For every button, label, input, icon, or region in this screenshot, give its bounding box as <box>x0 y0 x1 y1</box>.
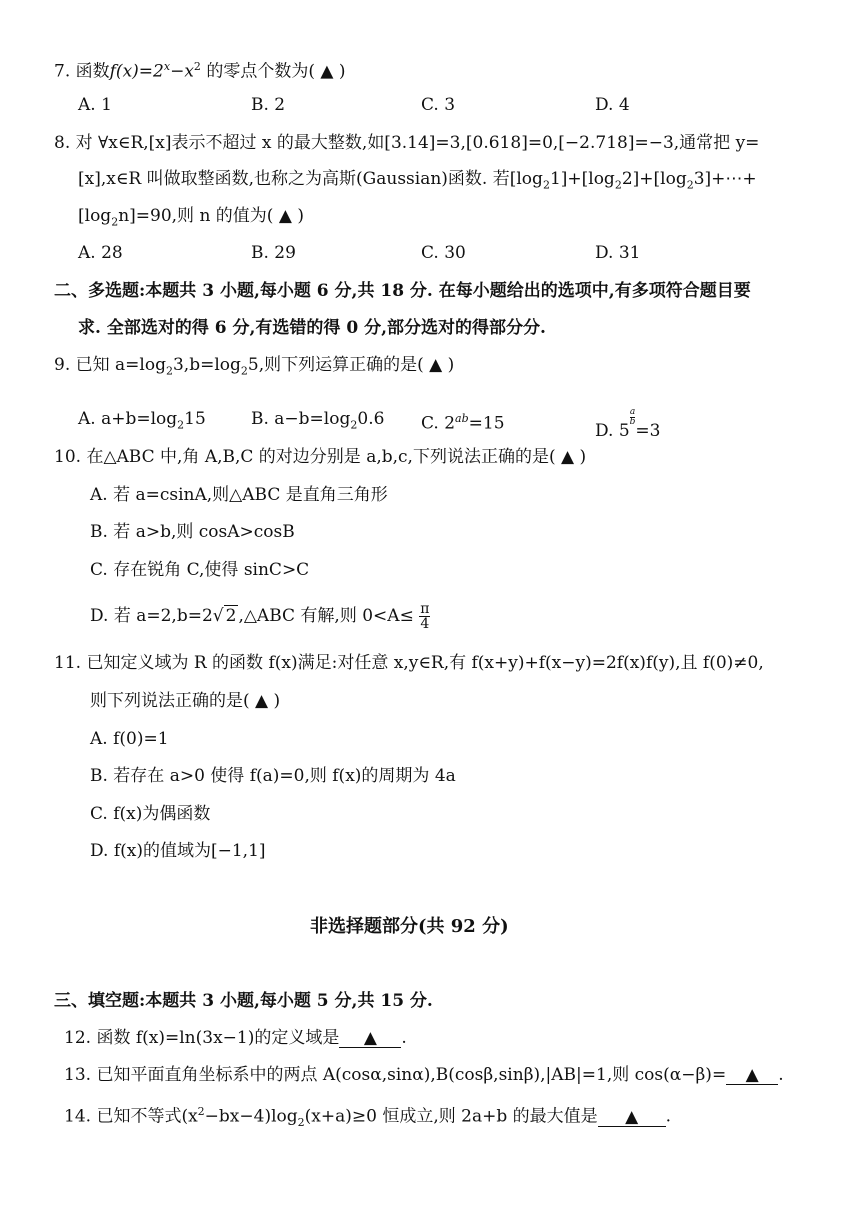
triangle-mark: ▲ <box>320 61 334 82</box>
q8-stem-line2: [x],x∈R 叫做取整函数,也称之为高斯(Gaussian)函数. 若$[\log_21]+[\log_22]+[\log_23]+\cdots+$ <box>78 169 757 192</box>
q11-option-d: D. f(x)的值域为[−1,1] <box>90 841 266 861</box>
triangle-mark: ▲ <box>429 355 443 375</box>
q10-option-b: B. 若 a>b,则 cosA>cosB <box>90 522 295 542</box>
triangle-mark: ▲ <box>363 1028 377 1048</box>
triangle-mark: ▲ <box>625 1106 639 1127</box>
pi-over-4-fraction: $\frac{\pi}{4}$ <box>420 601 430 632</box>
q9-option-a: A. $a+b=\log_215$ <box>78 409 206 432</box>
answer-blank[interactable] <box>339 1029 401 1048</box>
q7-option-c: C. 3 <box>421 95 456 115</box>
q11-option-a: A. f(0)=1 <box>90 729 169 749</box>
q7-stem: 7. 函数$f(x)=2^x-x^2$ 的零点个数为( ▲ ) <box>54 60 346 82</box>
q8-stem-line1: 8. 对 ∀x∈R,[x]表示不超过 x 的最大整数,如[3.14]=3,[0.618]=0,[−2.718]=−3,通常把 y= <box>54 133 760 153</box>
q8-option-d: D. 31 <box>595 243 641 263</box>
triangle-mark: ▲ <box>255 691 269 711</box>
section3-heading: 三、填空题:本题共 3 小题,每小题 5 分,共 15 分. <box>54 991 433 1011</box>
q10-option-c: C. 存在锐角 C,使得 sinC>C <box>90 560 310 580</box>
triangle-mark: ▲ <box>278 206 292 226</box>
q7-option-a: A. 1 <box>78 95 112 115</box>
q8-option-a: A. 28 <box>78 243 123 263</box>
answer-blank[interactable] <box>726 1066 778 1085</box>
q11-stem-line2: 则下列说法正确的是( ▲ ) <box>90 691 281 711</box>
q7-option-b: B. 2 <box>251 95 286 115</box>
q8-stem-line3: $[\log_2n]=90$,则 n 的值为( ▲ ) <box>78 206 304 229</box>
triangle-mark: ▲ <box>745 1065 759 1085</box>
section2-heading-line1: 二、多选题:本题共 3 小题,每小题 6 分,共 18 分. 在每小题给出的选项中,有多项符合题目要 <box>54 281 751 301</box>
exponent-fraction: $\frac{a}{b}$ <box>629 407 636 427</box>
section2-heading-line2: 求. 全部选对的得 6 分,有选错的得 0 分,部分选对的得部分分. <box>78 318 546 338</box>
q8-option-c: C. 30 <box>421 243 466 263</box>
q11-stem-line1: 11. 已知定义域为 R 的函数 f(x)满足:对任意 x,y∈R,有 f(x+y)+f(x−y)=2f(x)f(y),且 f(0)≠0, <box>54 653 764 673</box>
q13-stem: 13. 已知平面直角坐标系中的两点 A(cosα,sinα),B(cosβ,sinβ),|AB|=1,则 cos(α−β)= ▲ . <box>64 1065 784 1085</box>
triangle-mark: ▲ <box>561 447 575 467</box>
q9-option-d: D. 5 $\frac{a}{b}$ =3 <box>595 407 661 441</box>
q9-stem: 9. 已知 $a=\log_23,b=\log_25$,则下列运算正确的是( ▲ ) <box>54 355 455 378</box>
q10-option-d: D. 若 a=2,b=2√ 2 ,△ABC 有解,则 0<A≤ $\frac{\pi}{4}$ <box>90 601 430 632</box>
q12-stem: 12. 函数 f(x)=ln(3x−1)的定义域是 ▲ . <box>64 1028 407 1048</box>
q7-option-d: D. 4 <box>595 95 630 115</box>
q10-stem: 10. 在△ABC 中,角 A,B,C 的对边分别是 a,b,c,下列说法正确的是( ▲ ) <box>54 447 587 467</box>
q11-option-b: B. 若存在 a>0 使得 f(a)=0,则 f(x)的周期为 4a <box>90 766 456 786</box>
answer-blank[interactable] <box>598 1108 666 1127</box>
q11-option-c: C. f(x)为偶函数 <box>90 804 211 824</box>
q9-option-c: C. $2^{ab}=15$ <box>421 412 505 434</box>
q14-stem: 14. 已知不等式$(x^2-bx-4)\log_2(x+a)\ge 0$ 恒成立,则 2a+b 的最大值是 ▲ . <box>64 1105 672 1130</box>
part2-title: 非选择题部分(共 92 分) <box>310 916 509 937</box>
q8-option-b: B. 29 <box>251 243 296 263</box>
q10-option-a: A. 若 a=csinA,则△ABC 是直角三角形 <box>90 485 388 505</box>
q9-option-b: B. $a-b=\log_20.6$ <box>251 409 385 432</box>
